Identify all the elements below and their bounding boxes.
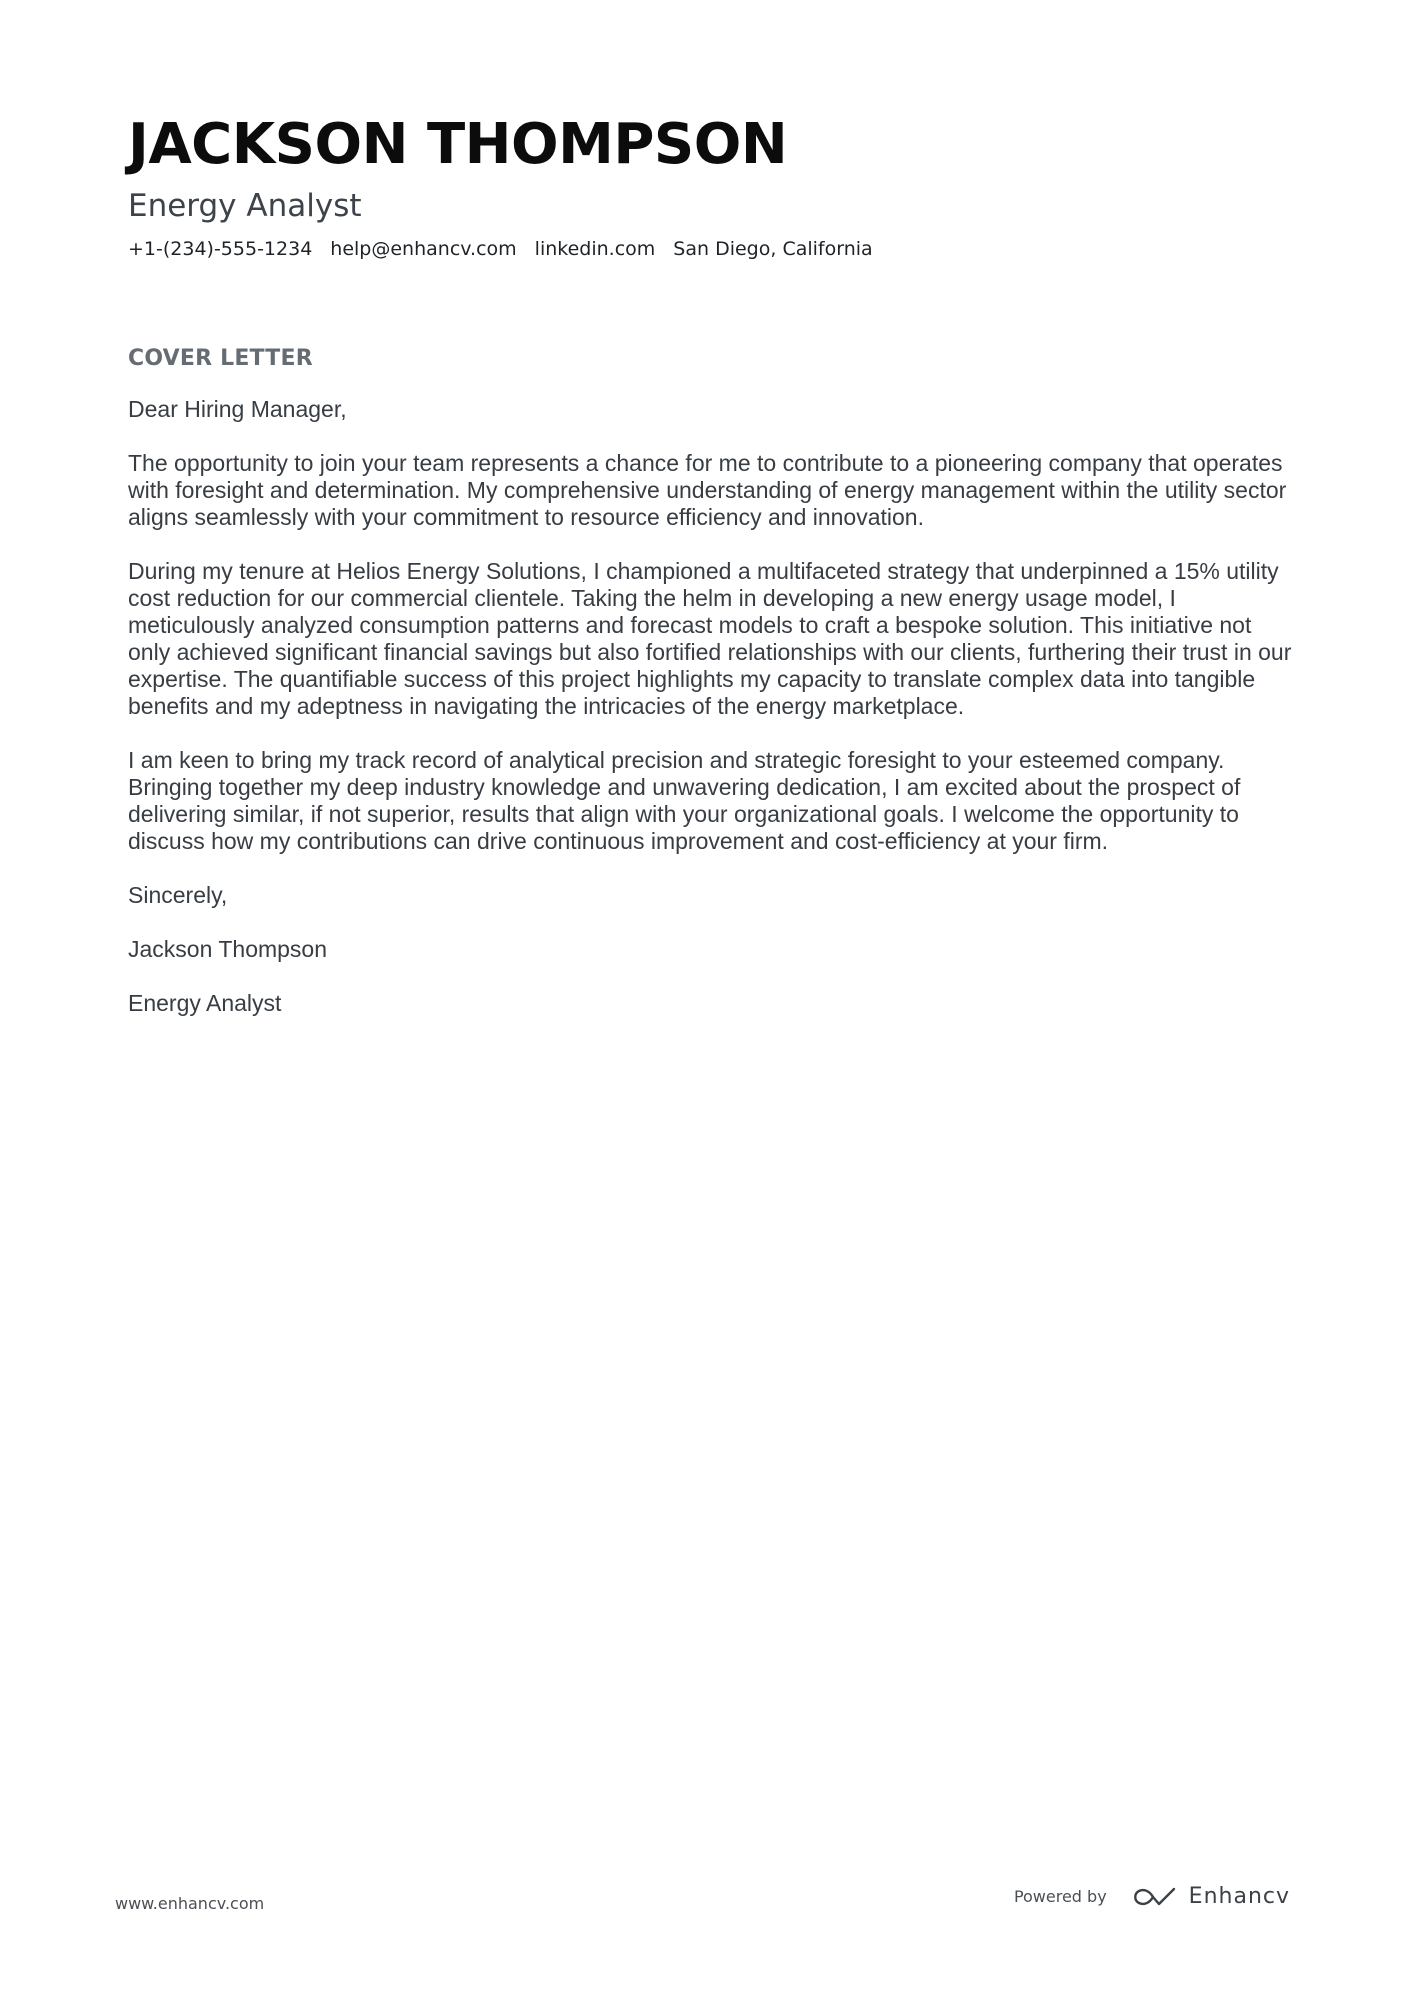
contact-phone: +1-(234)-555-1234: [128, 238, 313, 260]
letter-paragraph: During my tenure at Helios Energy Solutions, I championed a multifaceted strategy that underpinned a 15% utility cost reduction for our commercial clientele. Taking the helm in developing a new energy usage model, I meticulously analyzed consumption patterns and forecast models to craft a bespoke solution. This initiative not only achieved significant financial savings but also fortified relationships with our clients, furthering their trust in our expertise. The quantifiable success of this project highlights my capacity to translate complex data into tangible benefits and my adeptness in navigating the intricacies of the energy marketplace.: [128, 558, 1292, 719]
section-title: COVER LETTER: [128, 346, 313, 371]
letter-paragraph: The opportunity to join your team represents a chance for me to contribute to a pioneering company that operates with foresight and determination. My comprehensive understanding of energy management within the utility sector aligns seamlessly with your commitment to resource efficiency and innovation.: [128, 450, 1287, 530]
candidate-title: Energy Analyst: [128, 188, 362, 224]
enhancv-logo-icon: [1131, 1885, 1177, 1909]
contact-location: San Diego, California: [673, 238, 873, 260]
letter-body: [128, 396, 1294, 1017]
page-footer: [0, 1880, 1410, 1930]
resume-header: [128, 112, 1288, 262]
signature-name: Jackson Thompson: [128, 936, 328, 962]
letter-content: [128, 344, 1294, 1044]
candidate-name: JACKSON THOMPSON: [128, 112, 788, 177]
signature-title: Energy Analyst: [128, 990, 282, 1016]
contact-row: [128, 236, 1288, 262]
contact-email[interactable]: help@enhancv.com: [330, 238, 517, 260]
brand-name: Enhancv: [1188, 1884, 1290, 1909]
letter-closing: Sincerely,: [128, 882, 228, 908]
letter-paragraph: I am keen to bring my track record of analytical precision and strategic foresight to your esteemed company. Bringing together my deep industry knowledge and unwavering dedication, I am excited about the prospect of delivering similar, if not superior, results that align with your organizational goals. I welcome the opportunity to discuss how my contributions can drive continuous improvement and cost-efficiency at your firm.: [128, 747, 1241, 854]
letter-greeting: Dear Hiring Manager,: [128, 396, 347, 422]
footer-website-link[interactable]: www.enhancv.com: [115, 1894, 265, 1913]
contact-linkedin[interactable]: linkedin.com: [534, 238, 656, 260]
powered-by-label: Powered by: [1013, 1887, 1107, 1906]
brand-logo[interactable]: [1131, 1884, 1290, 1909]
powered-by: [1014, 1884, 1290, 1909]
